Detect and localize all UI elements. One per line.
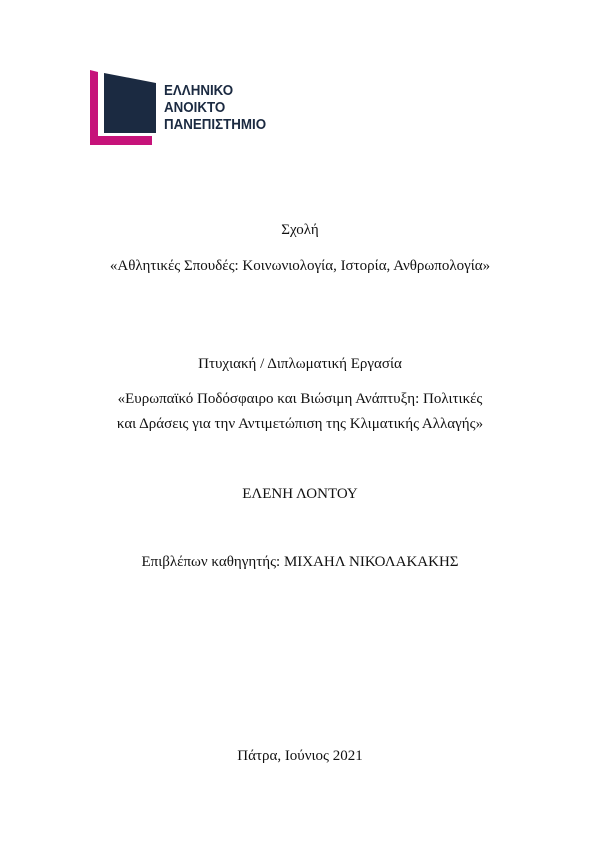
university-logo-mark (90, 70, 160, 145)
school-label: Σχολή (281, 222, 319, 238)
logo-line-2: ΑΝΟΙΚΤΟ (164, 100, 226, 116)
place-date: Πάτρα, Ιούνιος 2021 (237, 748, 363, 764)
thesis-title-line-1: «Ευρωπαϊκό Ποδόσφαιρο και Βιώσιμη Ανάπτυξη: Πολιτικές (117, 391, 483, 407)
thesis-title-line-2: και Δράσεις για την Αντιμετώπιση της Κλιματικής Αλλαγής» (116, 416, 484, 432)
logo-line-1: ΕΛΛΗΝΙΚΟ (164, 83, 234, 99)
supervisor: Επιβλέπων καθηγητής: ΜΙΧΑΗΛ ΝΙΚΟΛΑΚΑΚΗΣ (141, 554, 459, 570)
author-name: ΕΛΕΝΗ ΛΟΝΤΟΥ (242, 486, 358, 502)
thesis-type: Πτυχιακή / Διπλωματική Εργασία (198, 356, 402, 372)
university-logo (90, 70, 275, 145)
school-name: «Αθλητικές Σπουδές: Κοινωνιολογία, Ιστορία, Ανθρωπολογία» (109, 258, 491, 274)
logo-navy-shape (104, 73, 156, 133)
logo-line-3: ΠΑΝΕΠΙΣΤΗΜΙΟ (164, 117, 267, 133)
university-logo-text (164, 83, 266, 134)
